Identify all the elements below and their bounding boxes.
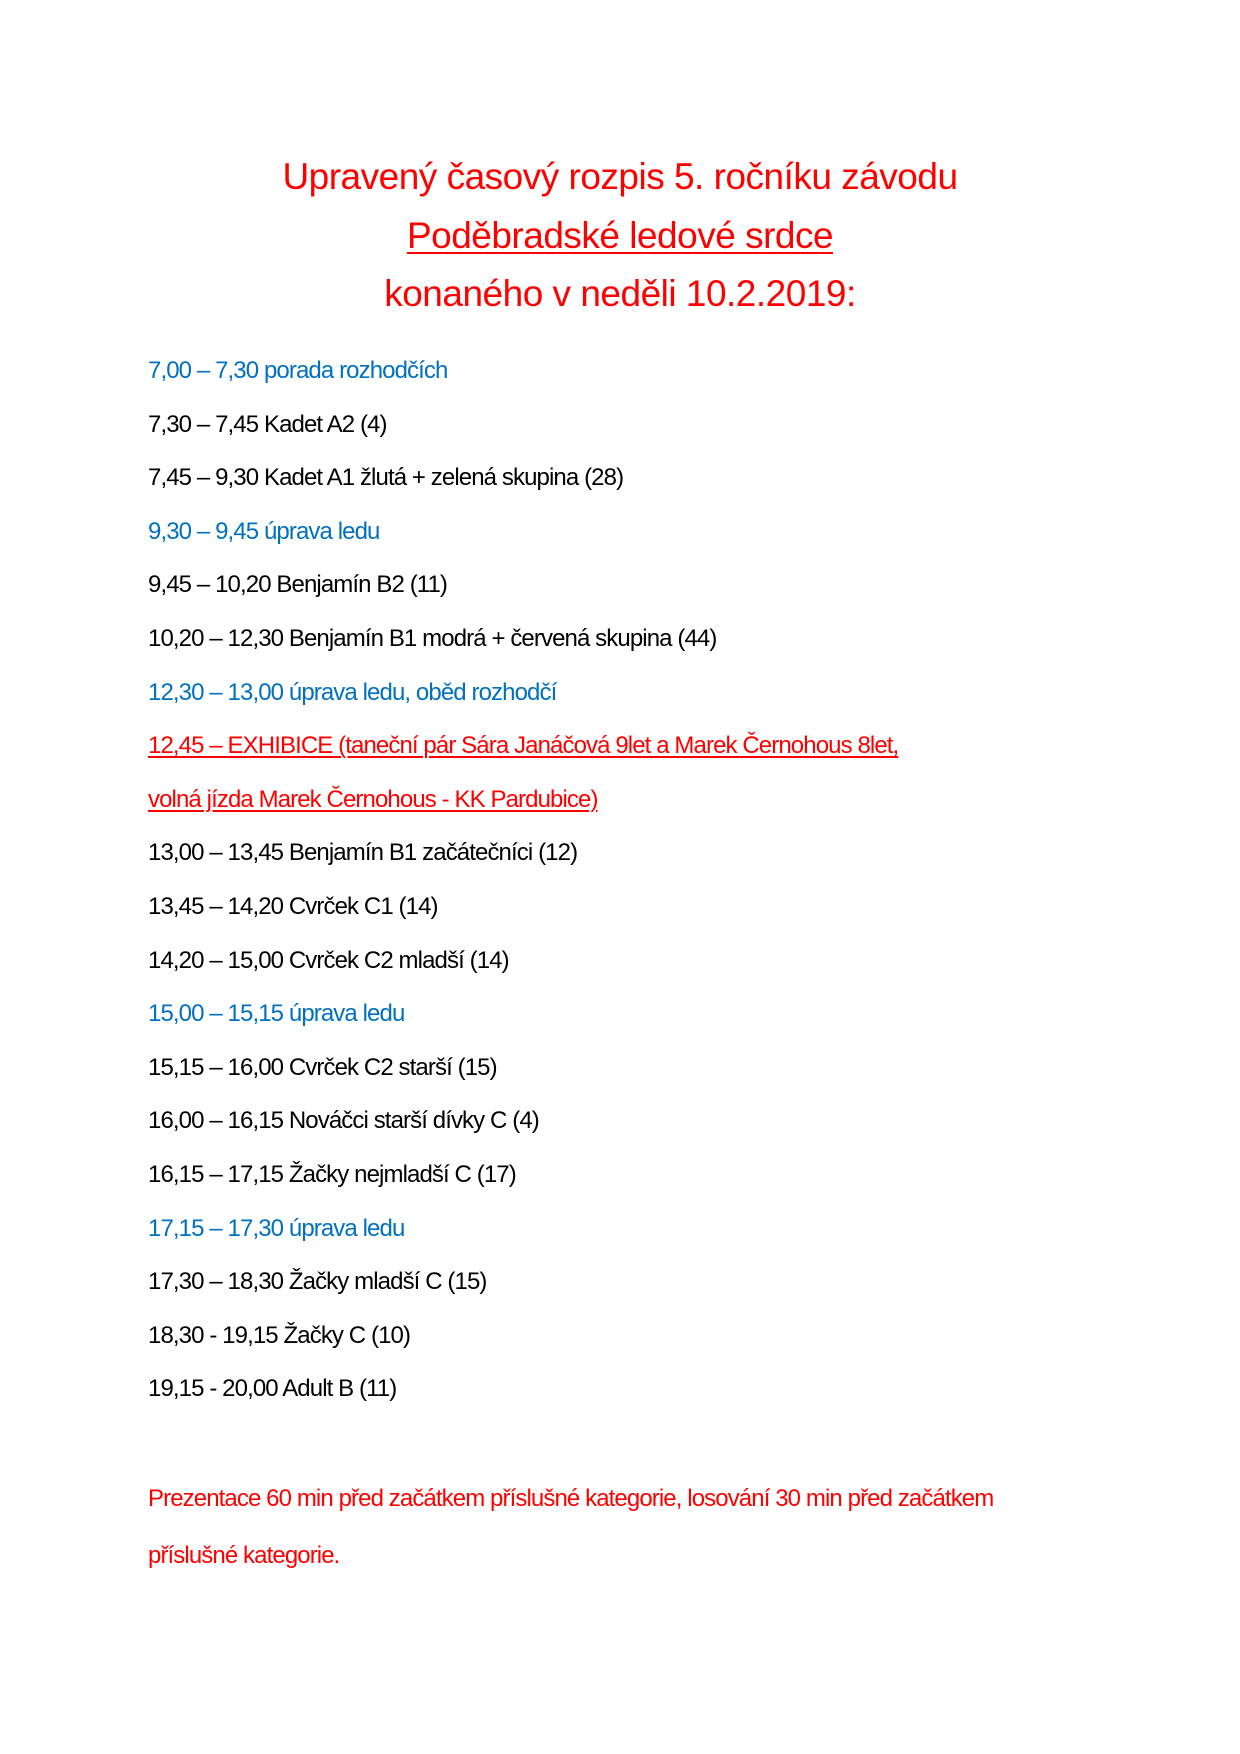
schedule-item: 18,30 - 19,15 Žačky C (10) [148,1321,411,1349]
schedule-item: 9,45 – 10,20 Benjamín B2 (11) [148,571,448,599]
schedule-item: 10,20 – 12,30 Benjamín B1 modrá + červená skupina (44) [148,624,717,652]
schedule-item: 12,30 – 13,00 úprava ledu, oběd rozhodčí [148,678,557,706]
schedule-item: 12,45 – EXHIBICE (taneční pár Sára Janáčová 9let a Marek Černohous 8let, [148,732,899,760]
schedule-item: 16,15 – 17,15 Žačky nejmladší C (17) [148,1160,516,1188]
registration-note-line-1: Prezentace 60 min před začátkem příslušné kategorie, losování 30 min před začátkem [148,1485,994,1512]
schedule-item: 7,00 – 7,30 porada rozhodčích [148,357,448,384]
schedule-item: 15,15 – 16,00 Cvrček C2 starší (15) [148,1053,497,1081]
schedule-list [148,349,1148,1421]
schedule-item: 13,45 – 14,20 Cvrček C1 (14) [148,892,438,920]
schedule-item: 9,30 – 9,45 úprava ledu [148,517,380,545]
title-line-2 [0,214,1240,258]
schedule-item: 7,45 – 9,30 Kadet A1 žlutá + zelená skupina (28) [148,464,624,492]
schedule-item: 17,30 – 18,30 Žačky mladší C (15) [148,1268,487,1296]
title-line-3: konaného v neděli 10.2.2019: [384,273,856,314]
schedule-item: 17,15 – 17,30 úprava ledu [148,1214,405,1242]
schedule-item: 15,00 – 15,15 úprava ledu [148,1000,405,1028]
competition-name: Poděbradské ledové srdce [406,215,834,256]
schedule-item: 13,00 – 13,45 Benjamín B1 začátečníci (12) [148,839,578,867]
schedule-item: 14,20 – 15,00 Cvrček C2 mladší (14) [148,946,509,974]
schedule-item: 7,30 – 7,45 Kadet A2 (4) [148,410,387,438]
title-line-1: Upravený časový rozpis 5. ročníku závodu [282,156,958,197]
schedule-item: 16,00 – 16,15 Nováčci starší dívky C (4) [148,1107,539,1135]
schedule-item: 19,15 - 20,00 Adult B (11) [148,1375,397,1403]
schedule-item: volná jízda Marek Černohous - KK Pardubice) [148,785,598,813]
registration-note-line-2: příslušné kategorie. [148,1542,340,1569]
registration-note [148,1470,1108,1584]
